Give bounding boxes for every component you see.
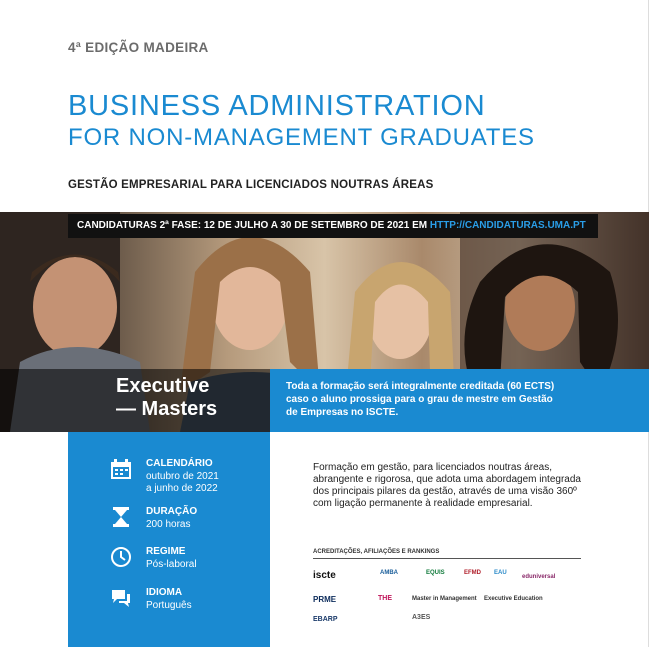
executive-masters-label: [116, 375, 217, 421]
regime-label: REGIME: [146, 546, 186, 557]
logo-efmd: EFMD: [464, 570, 481, 576]
calendar-end: a junho de 2022: [146, 483, 218, 494]
edition-label: 4ª EDIÇÃO MADEIRA: [68, 40, 209, 55]
logo-the: THE: [378, 595, 392, 602]
hourglass-icon: [110, 506, 132, 528]
banner-text: CANDIDATURAS 2ª FASE: 12 DE JULHO A 30 DE SETEMBRO DE 2021 EM: [77, 220, 430, 231]
logo-equis: EQUIS: [426, 570, 445, 576]
clock-icon: [110, 546, 132, 568]
program-description: Formação em gestão, para licenciados noutras áreas, abrangente e rigorosa, que adota uma abordagem integrada dos principais pilares da gestão, através de uma visão 360º com ligação permanente à realidade empresarial.: [313, 462, 581, 509]
accreditations-title: ACREDITAÇÕES, AFILIAÇÕES E RANKINGS: [313, 549, 440, 555]
logo-amba: AMBA: [380, 570, 398, 576]
logo-eduniversal: eduniversal: [522, 574, 556, 580]
executive-line1: Executive: [116, 375, 210, 397]
language-label: IDIOMA: [146, 587, 183, 598]
logo-ebarp: EBARP: [313, 616, 338, 623]
page-subtitle: GESTÃO EMPRESARIAL PARA LICENCIADOS NOUTRAS ÁREAS: [68, 179, 434, 191]
logo-eau: EAU: [494, 570, 507, 576]
regime-value: Pós-laboral: [146, 559, 197, 570]
logo-iscte: iscte: [313, 570, 336, 581]
applications-link[interactable]: HTTP://CANDIDATURAS.UMA.PT: [429, 220, 586, 231]
page-title-line2: FOR NON-MANAGEMENT GRADUATES: [68, 124, 535, 151]
logo-master-in-management: Master in Management: [412, 596, 477, 602]
accreditations-divider: [313, 558, 581, 559]
logo-prme: PRME: [313, 595, 337, 604]
regime-item: [110, 546, 260, 576]
language-value: Português: [146, 600, 192, 611]
executive-line2: — Masters: [116, 398, 218, 420]
speech-bubbles-icon: [110, 587, 132, 609]
language-item: [110, 587, 260, 617]
calendar-icon: [110, 458, 132, 480]
duration-item: [110, 506, 260, 536]
calendar-label: CALENDÁRIO: [146, 458, 213, 469]
duration-value: 200 horas: [146, 519, 191, 530]
logo-executive-education: Executive Education: [484, 596, 543, 602]
page-title-line1: BUSINESS ADMINISTRATION: [68, 90, 486, 122]
credit-note-text: Toda a formação será integralmente creditada (60 ECTS) caso o aluno prossiga para o grau de mestre em Gestão de Empresas no ISCTE.: [286, 381, 555, 418]
application-banner: [68, 214, 598, 238]
duration-label: DURAÇÃO: [146, 506, 198, 517]
calendar-start: outubro de 2021: [146, 471, 219, 482]
calendar-item: [110, 458, 260, 498]
logo-a3es: A3ES: [412, 614, 431, 621]
